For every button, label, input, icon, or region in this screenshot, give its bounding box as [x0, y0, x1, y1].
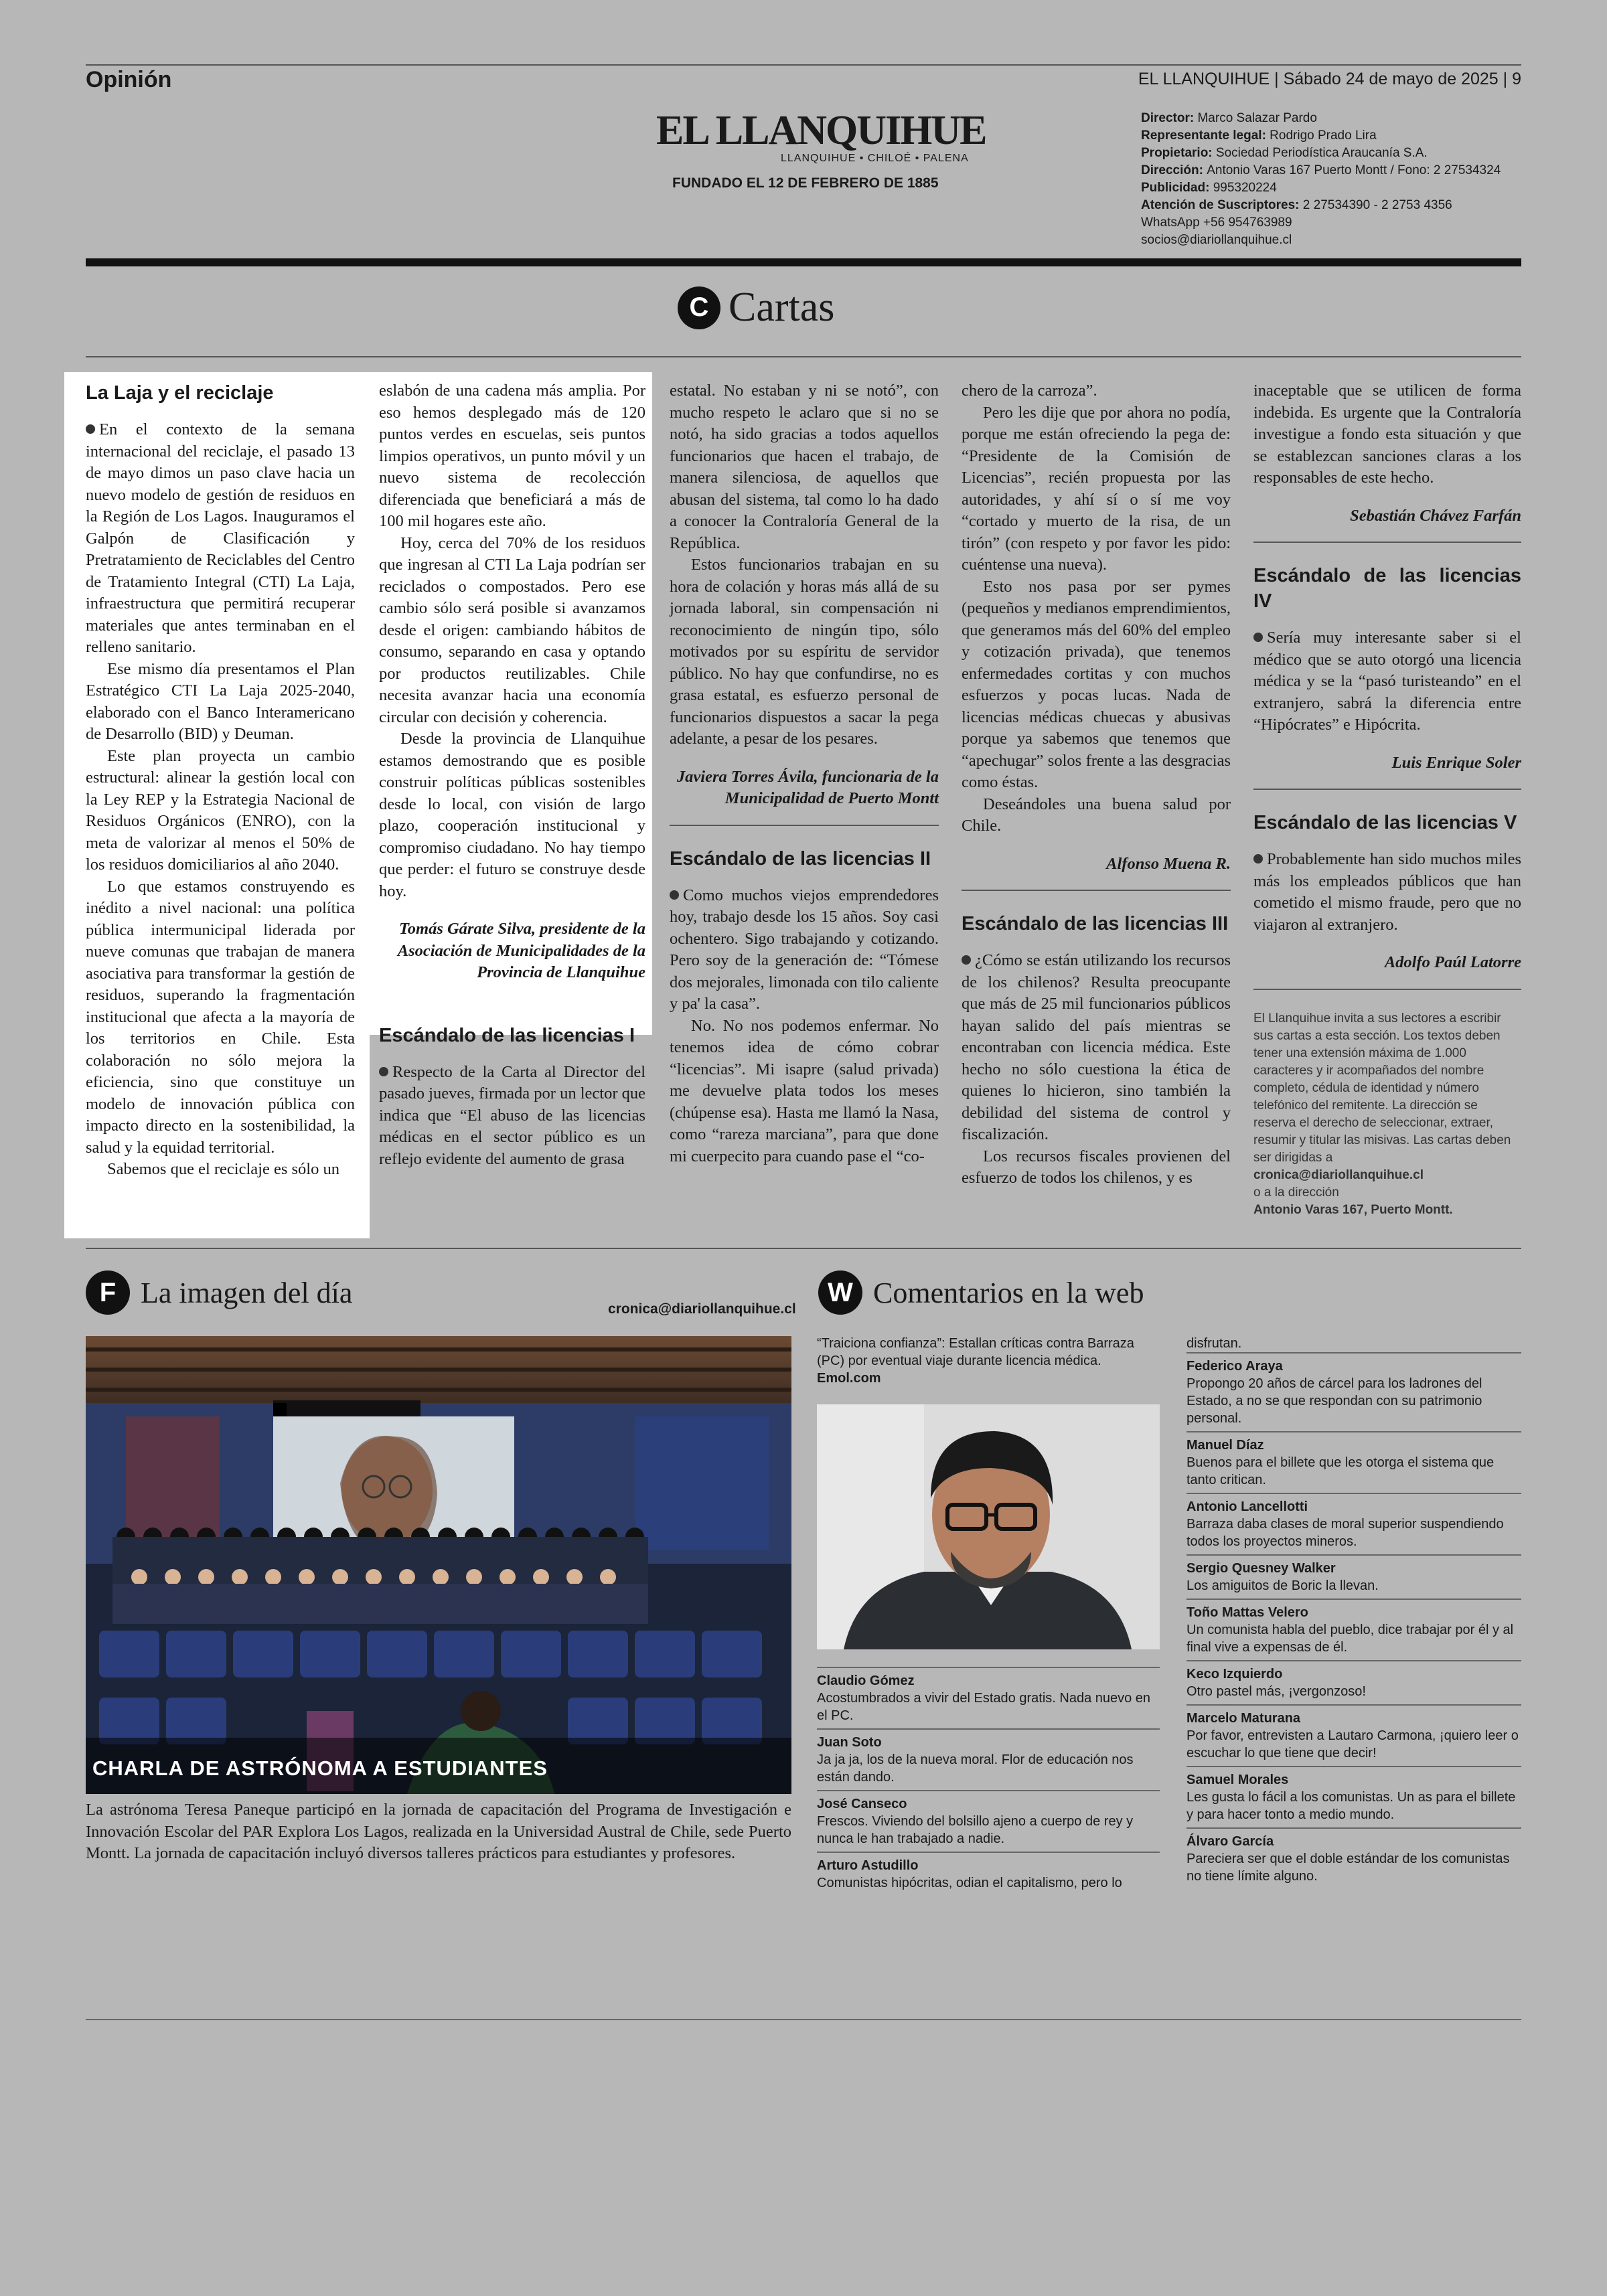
photo-barraza [817, 1404, 1160, 1649]
staff-value: socios@diariollanquihue.cl [1141, 233, 1292, 247]
invite-note: El Llanquihue invita a sus lectores a escribir sus cartas a esta sección. Los textos deben tener una extensión máxima de 1.000 caracteres y ir acompañados del nombre completo, cédula de identidad y número telefónico del remitente. La dirección se reserva el derecho de seleccionar, extraer, resumir y titular las misivas. Las cartas deben ser dirigidas a cronica@diariollanquihue.cl o a la dirección Antonio Varas 167, Puerto Montt. [1253, 1011, 1511, 1217]
portrait-illustration [817, 1404, 1160, 1649]
letter-5-title: Escándalo de las licencias IV [1253, 565, 1521, 612]
masthead-thick-rule [86, 258, 1521, 266]
photo-astronomy-talk [86, 1336, 791, 1794]
comment-text: Frescos. Viviendo del bolsillo ajeno a cuerpo de rey y nunca le han trabajado a nadie. [817, 1814, 1134, 1846]
comment-item [1187, 1431, 1521, 1493]
staff-value: WhatsApp +56 954763989 [1141, 216, 1292, 230]
comment-author: José Canseco [817, 1797, 907, 1811]
letter-1-p1: En el contexto de la semana internacional del reciclaje, el pasado 13 de mayo dimos un paso clave hacia un nuevo modelo de gestión de residuos en la Región de Los Lagos. Inauguramos el Galpón de Clasificación y Pretratamiento de Reciclables del Centro de Tratamiento Integral (CTI) La Laja, infraestructura que permitirá recuperar materiales que antes terminaban en el relleno sanitario. [86, 420, 355, 656]
bullet-icon [379, 1067, 388, 1076]
staff-value: 2 27534390 - 2 2753 4356 [1302, 198, 1452, 212]
comments-right-list [1187, 1352, 1521, 1889]
letter-1-p5: Sabemos que el reciclaje es sólo un [107, 1160, 339, 1178]
letter-6-title: Escándalo de las licencias V [1253, 812, 1517, 833]
letter-1-col-b [379, 380, 645, 1170]
letter-1-p8: Desde la provincia de Llanquihue estamos demostrando que es posible construir políticas públicas sostenibles desde lo local, con visión de largo plazo, cooperación institucional y compromiso ciudadano. No hay tiempo que perder: el futuro se construye desde hoy. [379, 730, 645, 900]
web-badge-icon: W [818, 1270, 862, 1315]
comment-item [817, 1728, 1160, 1790]
comment-text: Les gusta lo fácil a los comunistas. Un as para el billete y para hacer tonto a medio mundo. [1187, 1790, 1516, 1822]
comment-text: Barraza daba clases de moral superior suspendiendo todos los proyectos mineros. [1187, 1517, 1504, 1549]
comment-item [817, 1790, 1160, 1852]
separator [670, 825, 939, 826]
staff-box [1141, 110, 1556, 249]
comment-continuation: disfrutan. [1187, 1336, 1242, 1351]
comment-text: Ja ja ja, los de la nueva moral. Flor de educación nos están dando. [817, 1752, 1134, 1785]
photo-illustration [86, 1336, 791, 1794]
comment-author: Samuel Morales [1187, 1773, 1289, 1787]
letter-2-p2: estatal. No estaban y ni se notó”, con mucho respeto le aclaro que si no se notó, ha sido gracias a todos aquellos funcionarios que hacen el trabajo, de manera silenciosa, de aquellos que abusan del sistema, tal como lo ha dado a conocer la Contraloría General de la República. [670, 382, 939, 552]
letter-6-p1: Probablemente han sido muchos miles más los empleados públicos que han cometido el mismo fraude, pero que no viajaron al extranjero. [1253, 850, 1521, 934]
separator [1253, 542, 1521, 543]
letter-5-p1: Sería muy interesante saber si el médico que se auto otorgó una licencia médica y se la “pasó turisteando” en el extranjero, sabrá la diferencia entre “Hipócrates” e Hipócrita. [1253, 629, 1521, 734]
comment-text: Por favor, entrevisten a Lautaro Carmona, ¡quiero leer o escuchar lo que tiene que decir! [1187, 1728, 1519, 1760]
comment-item [1187, 1766, 1521, 1827]
letter-1-p3: Este plan proyecta un cambio estructural: alinear la gestión local con la Ley REP y la Estrategia Nacional de Residuos Orgánicos (ENRO), con la meta de valorizar al menos el 50% de los residuos domiciliarios al año 2040. [86, 746, 355, 874]
cartas-title [678, 284, 834, 331]
comments-left [817, 1667, 1160, 1896]
comment-item [1187, 1704, 1521, 1766]
letter-2-p3: Estos funcionarios trabajan en su hora de colación y horas más allá de su jornada laboral, sin compensación ni reconocimiento de ningún tipo, sólo motivados por su espíritu de servidor público. No hay que confundirse, no es grasa estatal, es esfuerzo personal de funcionarios dispuestos a sacar la pega adelante, a pesar de los pesares. [670, 556, 939, 748]
comment-author: Marcelo Maturana [1187, 1711, 1301, 1726]
staff-value: Rodrigo Prado Lira [1270, 129, 1377, 143]
comment-author: Arturo Astudillo [817, 1858, 919, 1873]
masthead-subtitle: LLANQUIHUE • CHILOÉ • PALENA [781, 153, 969, 164]
bullet-icon [1253, 854, 1263, 864]
staff-label: Representante legal: [1141, 129, 1270, 143]
comment-author: Álvaro García [1187, 1834, 1274, 1849]
comment-author: Federico Araya [1187, 1359, 1283, 1374]
letter-2-title: Escándalo de las licencias I [379, 1024, 635, 1046]
comment-author: Toño Mattas Velero [1187, 1605, 1308, 1620]
letter-3-p6: Deseándoles una buena salud por Chile. [962, 795, 1231, 835]
letter-3-p4: Pero les dije que por ahora no podía, porque me están ofreciendo la pega de: “Presidente de la Comisión de Licencias”, recién propuesta por las autoridades, y ahí sí o sí me voy “cortado y muerto de la risa, de un tirón” (con respeto y por favor les pido: cuéntense una nueva). [962, 403, 1231, 574]
comment-text: Buenos para el billete que les otorga el sistema que tanto critican. [1187, 1455, 1495, 1487]
staff-value: Marco Salazar Pardo [1197, 111, 1317, 125]
staff-row [1141, 179, 1556, 197]
cartas-badge-icon: C [678, 286, 720, 329]
letter-1-title: La Laja y el reciclaje [86, 382, 274, 404]
staff-label: Propietario: [1141, 146, 1216, 160]
staff-label: Dirección: [1141, 163, 1207, 177]
comment-item [1187, 1598, 1521, 1660]
staff-row [1141, 197, 1556, 214]
column-5 [1253, 380, 1521, 1219]
letter-2-p1: Respecto de la Carta al Director del pasado jueves, firmada por un lector que indica que “El abuso de las licencias médicas en el sector público es un reflejo evidente del aumento de grasa [379, 1062, 645, 1168]
masthead-founded: FUNDADO EL 12 DE FEBRERO DE 1885 [672, 175, 939, 191]
comment-author: Antonio Lancellotti [1187, 1499, 1308, 1514]
letter-4-title: Escándalo de las licencias III [962, 913, 1229, 934]
column-3 [670, 380, 939, 1167]
staff-row [1141, 232, 1556, 249]
bullet-icon [670, 890, 679, 900]
comment-item [1187, 1352, 1521, 1431]
comment-item [1187, 1554, 1521, 1598]
staff-label: Publicidad: [1141, 181, 1213, 195]
web-title-text: Comentarios en la web [873, 1276, 1144, 1309]
letter-1-p6: eslabón de una cadena más amplia. Por eso hemos desplegado más de 120 puntos verdes en escuelas, seis puntos limpios operativos, un punto móvil y un nuevo sistema de recolección diferenciada que beneficiará a más de 100 mil hogares este año. [379, 382, 645, 530]
web-title [818, 1270, 1144, 1315]
imagen-badge-icon: F [86, 1270, 130, 1315]
comments-right [1187, 1335, 1521, 1889]
staff-value: Sociedad Periodística Araucanía S.A. [1215, 146, 1428, 160]
imagen-title [86, 1270, 352, 1315]
letter-3-title: Escándalo de las licencias II [670, 847, 931, 870]
comment-item [1187, 1493, 1521, 1554]
comment-text: Un comunista habla del pueblo, dice trabajar por él y al final vive a expensas de él. [1187, 1623, 1514, 1655]
comment-text: Acostumbrados a vivir del Estado gratis. Nada nuevo en el PC. [817, 1691, 1151, 1723]
photo-caption: La astrónoma Teresa Paneque participó en la jornada de capacitación del Programa de Investigación e Innovación Escolar del PAR Explora Los Lagos, realizada en la Universidad Austral de Chile, sede Puerto Montt. La jornada de capacitación incluyó diversos talleres prácticos para estudiantes y profesores. [86, 1801, 791, 1862]
comment-item [1187, 1660, 1521, 1704]
comment-author: Sergio Quesney Walker [1187, 1561, 1336, 1576]
comment-text: Propongo 20 años de cárcel para los ladrones del Estado, a no se que respondan con su patrimonio personal. [1187, 1376, 1482, 1426]
comment-text: Comunistas hipócritas, odian el capitalismo, pero lo [817, 1876, 1122, 1890]
letter-1-p2: Ese mismo día presentamos el Plan Estratégico CTI La Laja 2025-2040, elaborado con el Banco Interamericano de Desarrollo (BID) y Deuman. [86, 659, 355, 743]
comment-item [817, 1667, 1160, 1728]
comment-item [1187, 1827, 1521, 1889]
imagen-email[interactable]: cronica@diariollanquihue.cl [608, 1301, 796, 1317]
masthead-logo: EL LLANQUIHUE [656, 108, 986, 153]
comment-text: Otro pastel más, ¡vergonzoso! [1187, 1684, 1366, 1699]
staff-row [1141, 127, 1556, 145]
letter-5-signature: Luis Enrique Soler [1391, 753, 1521, 772]
comment-item [817, 1852, 1160, 1896]
bottom-rule [86, 2019, 1521, 2020]
comment-author: Keco Izquierdo [1187, 1667, 1283, 1682]
invite-email[interactable]: cronica@diariollanquihue.cl [1253, 1167, 1424, 1182]
letter-3-p5: Esto nos pasa por ser pymes (pequeños y medianos emprendimientos, que generamos más del 60% del empleo y cotización privada), que tenemos enfermedades cortitas y con muchos esfuerzos y pocas lucas. Nada de licencias médicas chuecas y abusivas porque ya sabemos que tenemos que “apechugar” solos frente a las desgracias como éstas. [962, 577, 1231, 791]
bullet-icon [86, 424, 95, 434]
letter-3-p2: No. No nos podemos enfermar. No tenemos idea de cómo cobrar “licencias”. Mi isapre (salud privada) me devuelve plata todos los meses (chúpense esa). Hasta me llamó la Nasa, como “rareza marciana”, para que done mi cuerpecito para cuando pase el “co- [670, 1016, 939, 1165]
letter-1-signature: Tomás Gárate Silva, presidente de la Asociación de Municipalidades de la Provincia de Llanquihue [397, 920, 645, 981]
cartas-title-text: Cartas [729, 284, 835, 330]
comment-text: Pareciera ser que el doble estándar de los comunistas no tiene límite alguno. [1187, 1852, 1510, 1884]
web-headline: “Traiciona confianza”: Estallan críticas contra Barraza (PC) por eventual viaje durante licencia médica. Emol.com [817, 1336, 1134, 1386]
staff-row [1141, 110, 1556, 127]
comment-author: Juan Soto [817, 1735, 882, 1750]
letter-3-p3: chero de la carroza”. [962, 382, 1097, 400]
staff-label: Atención de Suscriptores: [1141, 198, 1303, 212]
staff-row [1141, 162, 1556, 179]
letter-2-signature: Javiera Torres Ávila, funcionaria de la Municipalidad de Puerto Montt [676, 767, 939, 807]
letter-4-signature: Sebastián Chávez Farfán [1350, 506, 1521, 525]
letter-3-signature: Alfonso Muena R. [1106, 854, 1231, 873]
top-rule [86, 64, 1521, 66]
edition-line: EL LLANQUIHUE | Sábado 24 de mayo de 2025 | 9 [1138, 70, 1521, 88]
web-source: Emol.com [817, 1371, 881, 1386]
cartas-rule [86, 356, 1521, 357]
separator [1253, 789, 1521, 790]
bullet-icon [1253, 633, 1263, 642]
letter-6-signature: Adolfo Paúl Latorre [1384, 953, 1521, 971]
bullet-icon [962, 955, 971, 965]
invite-address: Antonio Varas 167, Puerto Montt. [1253, 1202, 1453, 1217]
staff-row [1141, 145, 1556, 162]
staff-row [1141, 214, 1556, 232]
section-label: Opinión [86, 67, 172, 92]
comment-author: Claudio Gómez [817, 1673, 915, 1688]
letter-4-p1: ¿Cómo se están utilizando los recursos de los chilenos? Resulta preocupante que más de 25 mil funcionarios públicos hayan salido del país mientras se encontraban con licencia médica. Este hecho no sólo cuestiona la ética de quienes lo hicieron, sino también la debilidad del sistema de control y fiscalización. [962, 951, 1231, 1143]
letter-1-col-a [86, 380, 355, 1181]
comment-text: Los amiguitos de Boric la llevan. [1187, 1578, 1379, 1593]
photo-label: CHARLA DE ASTRÓNOMA A ESTUDIANTES [92, 1756, 548, 1780]
column-4 [962, 380, 1231, 1190]
staff-label: Director: [1141, 111, 1198, 125]
letter-3-p1: Como muchos viejos emprendedores hoy, trabajo desde los 15 años. Soy casi ochentero. Sigo trabajando y cotizando. Pero soy de la generación de: “Tómese dos mejorales, limonada con tilo caliente y pa' la casa”. [670, 886, 939, 1013]
letter-1-p7: Hoy, cerca del 70% de los residuos que ingresan al CTI La Laja podrían ser reciclados o compostados. Pero ese cambio sólo será posible si avanzamos desde el origen: cambiando hábitos de consumo, separando en casa y optando por productos reutilizables. Chile necesita avanzar hacia una economía circular con decisión y coherencia. [379, 534, 645, 726]
letter-1-p4: Lo que estamos construyendo es inédito a nivel nacional: una política pública intermunicipal liderada por nueve comunas que trabajan de manera asociativa para transformar la gestión de residuos, superando la fragmentación institucional que afecta a la mayoría de los territorios en Chile. Esta colaboración no sólo mejora la eficiencia, sino que constituye un modelo de innovación pública con impacto directo en la sostenibilidad, la salud y la equidad territorial. [86, 877, 355, 1157]
letter-4-p2: Los recursos fiscales provienen del esfuerzo de todos los chilenos, y es [962, 1147, 1231, 1187]
imagen-title-text: La imagen del día [141, 1276, 353, 1309]
letter-4-p3: inaceptable que se utilicen de forma indebida. Es urgente que la Contraloría investigue a fondo esta situación y que se establezcan sanciones claras a los responsables de este hecho. [1253, 382, 1521, 487]
staff-value: 995320224 [1213, 181, 1277, 195]
comment-author: Manuel Díaz [1187, 1438, 1264, 1453]
section-rule [86, 1248, 1521, 1249]
separator [1253, 989, 1521, 990]
staff-value: Antonio Varas 167 Puerto Montt / Fono: 2 27534324 [1207, 163, 1501, 177]
separator [962, 890, 1231, 891]
